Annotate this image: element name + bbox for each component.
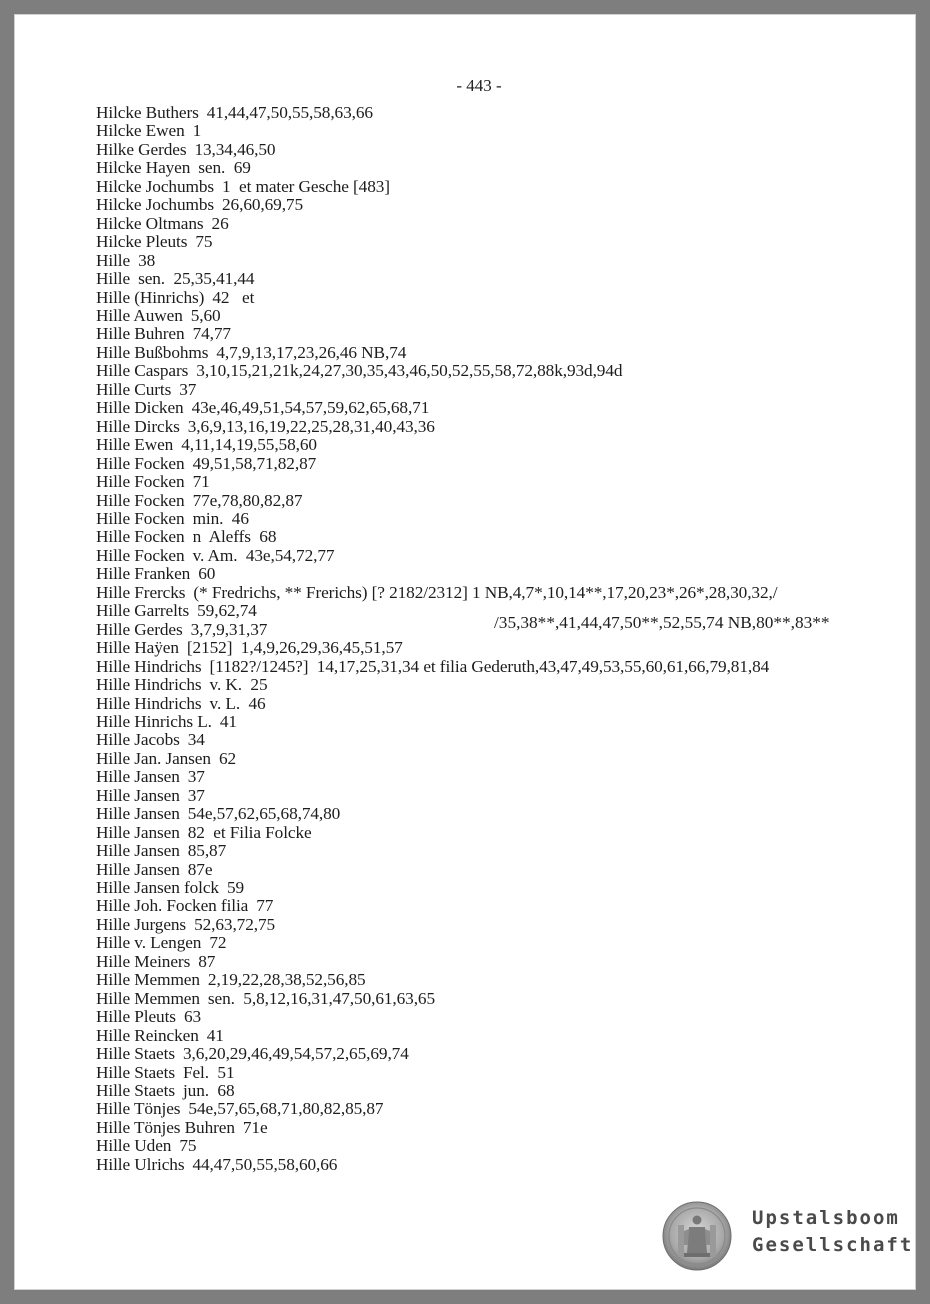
entry-name: Hilcke Hayen [96,158,191,178]
entry-references: 72 [209,933,227,953]
entry-references: 85,87 [187,841,227,861]
entry-name: Hille Focken [96,545,185,565]
entry-name: Hille Jansen [96,785,180,805]
entry-name: Hille Memmen [96,988,200,1008]
entry-name: Hille Jansen [96,804,180,824]
entry-name: Hilcke Jochumbs [96,176,215,196]
index-entry [96,713,777,731]
logo-wordmark [752,1205,913,1259]
entry-references: [2152] 1,4,9,26,29,36,45,51,57 [186,638,403,658]
index-entry [96,565,777,583]
entry-references: 1 et mater Gesche [483] [222,176,390,196]
entry-name: Hille Jacobs [96,730,180,750]
index-entry [96,879,777,897]
entry-references: 43e,46,49,51,54,57,59,62,65,68,71 [191,398,430,418]
entry-references: 41 [206,1025,224,1045]
entry-references: 59,62,74 [197,601,257,621]
index-entry [96,897,777,915]
index-entry [96,1156,777,1174]
entry-name: Hille Hindrichs [96,656,202,676]
entry-references: sen. 5,8,12,16,31,47,50,61,63,65 [207,988,436,1008]
entry-name: Hille Curts [96,379,172,399]
entry-references: 77 [256,896,274,916]
entry-references: 74,77 [192,324,231,344]
entry-name: Hille Meiners [96,951,191,971]
index-entry [96,1008,777,1026]
index-entry [96,473,777,491]
index-entry [96,971,777,989]
entry-references: 37 [187,785,205,805]
entry-references: 87e [187,859,213,879]
index-entry [96,768,777,786]
index-entry [96,934,777,952]
entry-references: 42 et [212,287,255,307]
document-page [14,14,916,1290]
index-entry [96,492,777,510]
entry-name: Hille Jansen folck [96,878,219,898]
entry-references: min. 46 [192,508,249,528]
entry-name: Hille Staets [96,1044,175,1064]
index-entry [96,750,777,768]
entry-references: 87 [198,951,216,971]
index-entry [96,159,777,177]
index-entry [96,270,777,288]
entry-references: 54e,57,65,68,71,80,82,85,87 [188,1099,384,1119]
entry-name: Hille Memmen [96,970,200,990]
index-entry [96,252,777,270]
entry-references: 5,60 [190,305,221,325]
entry-name: Hilcke Ewen [96,121,185,141]
index-entry [96,1119,777,1137]
page-number: - 443 - [456,76,502,95]
entry-references: sen. 25,35,41,44 [138,269,255,289]
frercks-continuation: /35,38**,41,44,47,50**,52,55,74 NB,80**,83** [494,613,830,632]
entry-references: 41 [219,711,237,731]
index-entry [96,731,777,749]
index-entry [96,325,777,343]
index-entry [96,104,777,122]
entry-name: Hille Franken [96,564,191,584]
index-entry [96,1082,777,1100]
entry-references: 75 [195,232,213,252]
index-entry [96,824,777,842]
entry-name: Hille Focken [96,453,185,473]
index-entry [96,528,777,546]
index-entry [96,455,777,473]
entry-references: 52,63,72,75 [194,914,276,934]
entry-references: sen. 69 [198,158,251,178]
entry-name: Hilcke Pleuts [96,232,188,252]
entry-name: Hille Focken [96,472,185,492]
index-entry [96,344,777,362]
entry-name: Hille Focken [96,490,185,510]
entry-name: Hille Focken [96,508,185,528]
entry-name: Hille Reincken [96,1025,199,1045]
index-entry [96,547,777,565]
index-entry [96,381,777,399]
entry-references: jun. 68 [182,1081,235,1101]
index-entry [96,842,777,860]
index-entry [96,953,777,971]
entry-references: 2,19,22,28,38,52,56,85 [207,970,366,990]
entry-name: Hille Pleuts [96,1007,176,1027]
entry-name: Hille Tönjes [96,1099,181,1119]
entry-references: 60 [198,564,216,584]
entry-name: Hille Staets [96,1081,175,1101]
entry-references: 4,11,14,19,55,58,60 [181,435,317,455]
entry-name: Hilcke Jochumbs [96,195,215,215]
index-entry [96,1045,777,1063]
entry-name: Hille v. Lengen [96,933,202,953]
entry-name: Hille [96,250,131,270]
entry-name: Hille Frercks [96,582,186,602]
entry-references: 63 [183,1007,202,1027]
index-entry [96,1064,777,1082]
index-entry [96,510,777,528]
entry-references: 75 [179,1136,197,1156]
entry-name: Hille Uden [96,1136,172,1156]
entry-references: v. L. 46 [209,693,266,713]
entry-name: Hille Jurgens [96,914,187,934]
entry-name: Hille Focken [96,527,185,547]
entry-name: Hille Ulrichs [96,1154,185,1174]
index-entry [96,861,777,879]
entry-references: 37 [187,767,205,787]
entry-references: 59 [226,878,245,898]
index-entry [96,418,777,436]
entry-name: Hille Ewen [96,435,174,455]
entry-references: 26 [211,213,229,233]
entry-name: Hilcke Buthers [96,103,199,122]
index-entry [96,436,777,454]
index-entry [96,233,777,251]
index-entry [96,639,777,657]
index-entry [96,122,777,140]
upstalsboom-logo [662,1201,914,1273]
index-list [96,104,777,1174]
entry-references: 4,7,9,13,17,23,26,46 NB,74 [216,342,407,362]
index-entry [96,399,777,417]
index-entry [96,1100,777,1118]
entry-references: 26,60,69,75 [222,195,304,215]
entry-references: 3,7,9,31,37 [190,619,268,639]
entry-references: 41,44,47,50,55,58,63,66 [206,103,373,122]
index-entry [96,196,777,214]
entry-references: (* Fredrichs, ** Frerichs) [? 2182/2312] 1 NB,4,7*,10,14**,17,20,23*,26*,28,30,32,/ [193,582,778,602]
entry-name: Hille Bußbohms [96,342,209,362]
entry-references: 49,51,58,71,82,87 [192,453,317,473]
entry-name: Hille Haÿen [96,638,179,658]
entry-name: Hille Jansen [96,822,180,842]
entry-references: n Aleffs 68 [192,527,277,547]
entry-name: Hilcke Oltmans [96,213,204,233]
entry-references: 3,6,9,13,16,19,22,25,28,31,40,43,36 [187,416,435,436]
index-entry [96,141,777,159]
index-entry [96,215,777,233]
entry-name: Hille [96,269,131,289]
entry-references: 3,10,15,21,21k,24,27,30,35,43,46,50,52,55,58,72,88k,93d,94d [196,361,623,381]
entry-references: 71e [242,1117,268,1137]
index-entry [96,178,777,196]
entry-references: 37 [179,379,197,399]
index-entry [96,658,777,676]
entry-name: Hille Tönjes Buhren [96,1117,235,1137]
index-entry [96,307,777,325]
entry-references: 54e,57,62,65,68,74,80 [187,804,341,824]
index-entry [96,1027,777,1045]
entry-references: 3,6,20,29,46,49,54,57,2,65,69,74 [182,1044,409,1064]
index-entry [96,787,777,805]
entry-references: 38 [138,250,156,270]
entry-references: [1182?/1245?] 14,17,25,31,34 et filia Gederuth,43,47,49,53,55,60,61,66,79,81,84 [209,656,770,676]
entry-name: Hille (Hinrichs) [96,287,205,307]
entry-name: Hille Jansen [96,767,180,787]
index-entry [96,362,777,380]
index-entry [96,676,777,694]
entry-name: Hilke Gerdes [96,139,187,159]
entry-name: Hille Jansen [96,841,180,861]
entry-name: Hille Jansen [96,859,180,879]
entry-references: 82 et Filia Folcke [187,822,312,842]
index-entry [96,695,777,713]
index-entry [96,916,777,934]
entry-references: 62 [218,748,237,768]
entry-references: v. K. 25 [209,675,268,695]
index-entry [96,584,777,602]
logo-line-1: Upstalsboom [752,1207,900,1229]
entry-references: 13,34,46,50 [194,139,276,159]
index-entry [96,289,777,307]
entry-name: Hille Buhren [96,324,185,344]
entry-name: Hille Staets [96,1062,175,1082]
entry-name: Hille Dircks [96,416,180,436]
entry-name: Hille Caspars [96,361,189,381]
seal-icon [662,1201,732,1271]
entry-name: Hille Gerdes [96,619,183,639]
entry-name: Hille Hindrichs [96,675,202,695]
index-entry [96,805,777,823]
index-entry [96,990,777,1008]
entry-references: 71 [192,472,210,492]
logo-line-2: Gesellschaft [752,1234,914,1256]
entry-name: Hille Garrelts [96,601,190,621]
entry-name: Hille Hindrichs [96,693,202,713]
entry-references: 34 [187,730,205,750]
entry-references: Fel. 51 [182,1062,235,1082]
entry-name: Hille Dicken [96,398,184,418]
entry-references: 77e,78,80,82,87 [192,490,303,510]
entry-references: 1 [192,121,202,141]
entry-name: Hille Hinrichs L. [96,711,212,731]
entry-references: v. Am. 43e,54,72,77 [192,545,335,565]
entry-name: Hille Auwen [96,305,183,325]
entry-name: Hille Joh. Focken filia [96,896,249,916]
entry-references: 44,47,50,55,58,60,66 [192,1154,338,1174]
entry-name: Hille Jan. Jansen [96,748,211,768]
index-entry [96,1137,777,1155]
